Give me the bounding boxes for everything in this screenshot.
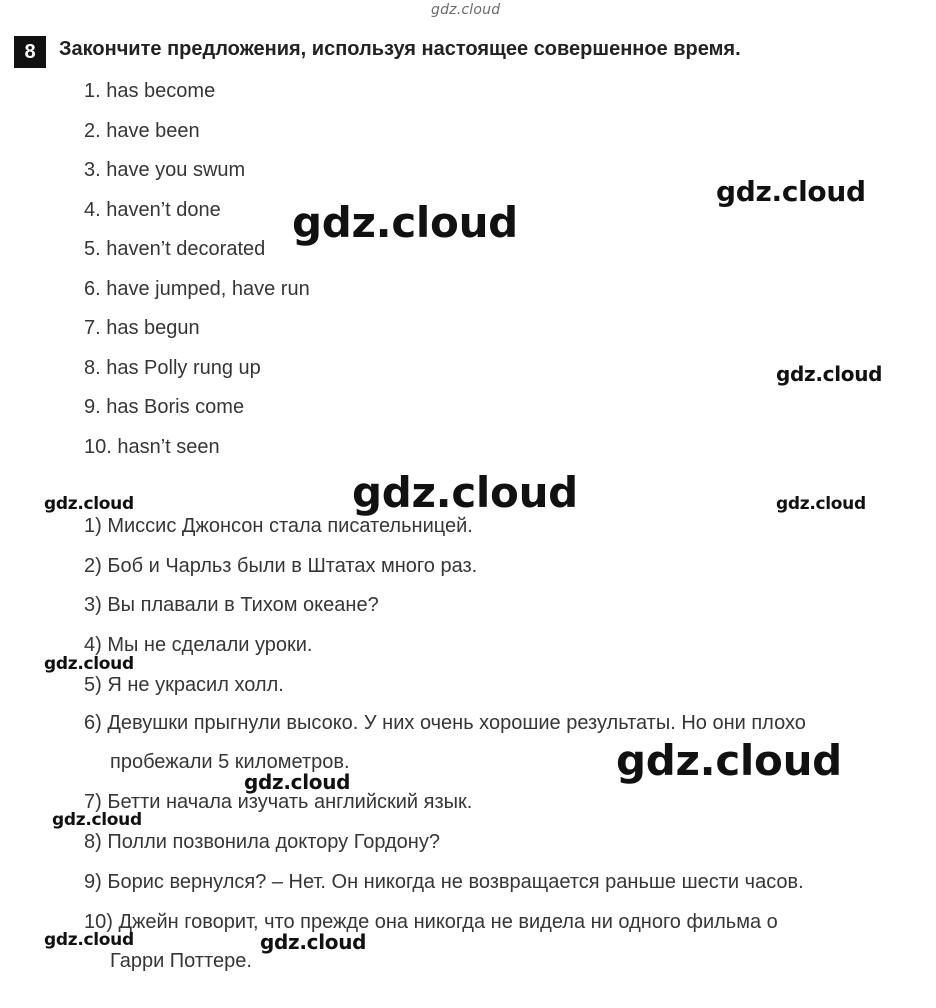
translation-item: 3) Вы плавали в Тихом океане? xyxy=(84,594,379,616)
translation-item: 7) Бетти начала изучать английский язык. xyxy=(84,791,473,813)
task-title: Закончите предложения, используя настоящее совершенное время. xyxy=(59,38,741,60)
watermark: gdz.cloud xyxy=(52,810,142,830)
translation-line: 6) Девушки прыгнули высоко. У них очень хорошие результаты. Но они плохо xyxy=(84,712,806,734)
answer-item: 7. has begun xyxy=(84,317,200,339)
answer-item: 10. hasn’t seen xyxy=(84,436,220,458)
watermark: gdz.cloud xyxy=(352,468,578,517)
translation-item: 9) Борис вернулся? – Нет. Он никогда не возвращается раньше шести часов. xyxy=(84,871,804,893)
watermark: gdz.cloud xyxy=(260,930,367,954)
watermark: gdz.cloud xyxy=(716,175,866,208)
watermark: gdz.cloud xyxy=(44,930,134,950)
translation-line: 10) Джейн говорит, что прежде она никогда не видела ни одного фильма о xyxy=(84,911,778,933)
translation-item: 2) Боб и Чарльз были в Штатах много раз. xyxy=(84,555,478,577)
translation-line-continuation: пробежали 5 километров. xyxy=(110,751,350,773)
watermark: gdz.cloud xyxy=(616,736,842,785)
watermark: gdz.cloud xyxy=(776,362,883,386)
answer-item: 4. haven’t done xyxy=(84,199,221,221)
translation-item: 8) Полли позвонила доктору Гордону? xyxy=(84,831,440,853)
answer-item: 8. has Polly rung up xyxy=(84,357,261,379)
answer-item: 2. have been xyxy=(84,120,200,142)
watermark: gdz.cloud xyxy=(44,654,134,674)
translation-item: 1) Миссис Джонсон стала писательницей. xyxy=(84,515,473,537)
task-number-badge: 8 xyxy=(14,36,46,68)
translation-item: 5) Я не украсил холл. xyxy=(84,674,284,696)
watermark: gdz.cloud xyxy=(44,494,134,514)
header-watermark: gdz.cloud xyxy=(431,2,501,18)
watermark: gdz.cloud xyxy=(776,494,866,514)
translation-item-wrapped xyxy=(84,903,924,981)
answer-item: 1. has become xyxy=(84,80,216,102)
answer-item: 6. have jumped, have run xyxy=(84,278,310,300)
watermark: gdz.cloud xyxy=(244,770,351,794)
translation-line-continuation: Гарри Поттере. xyxy=(110,950,252,972)
answer-item: 9. has Boris come xyxy=(84,396,245,418)
answer-item: 3. have you swum xyxy=(84,159,246,181)
watermark: gdz.cloud xyxy=(292,198,518,247)
translation-item: 4) Мы не сделали уроки. xyxy=(84,634,313,656)
answer-item: 5. haven’t decorated xyxy=(84,238,266,260)
